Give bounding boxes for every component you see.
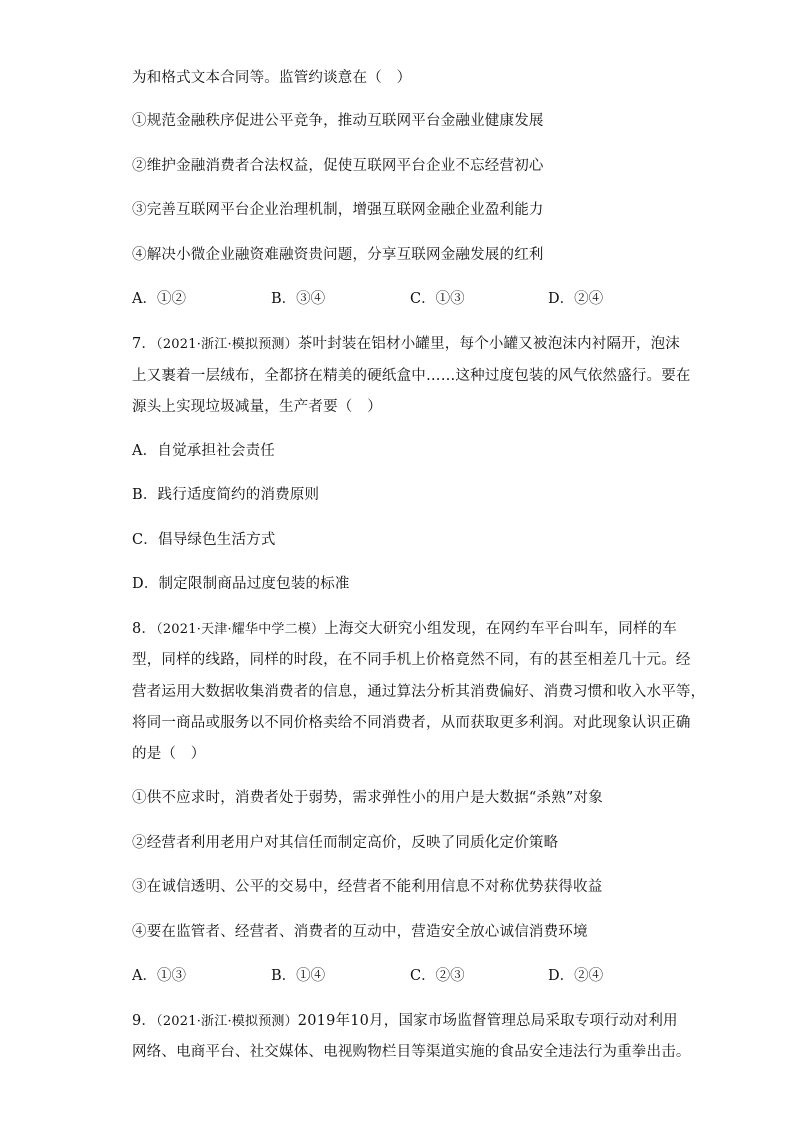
q7-option-a[interactable]: A．自觉承担社会责任 — [132, 443, 275, 459]
q8-choice-b[interactable]: B．①④ — [271, 968, 326, 984]
q8-statement-3: ③在诚信透明、公平的交易中，经营者不能利用信息不对称优势获得收益 — [132, 879, 603, 895]
q8-statement-2: ②经营者利用老用户对其信任而制定高价，反映了同质化定价策略 — [132, 835, 559, 851]
q7-stem-text-1: 茶叶封装在铝材小罐里，每个小罐又被泡沫内衬隔开，泡沫 — [297, 336, 680, 352]
q7-number: 7． — [132, 336, 157, 352]
q8-choice-d[interactable]: D．②④ — [548, 968, 604, 984]
q9-number: 9． — [132, 1013, 157, 1029]
q6-statement-2: ②维护金融消费者合法权益，促使互联网平台企业不忘经营初心 — [132, 158, 544, 174]
q9-stem-line-2: 网络、电商平台、社交媒体、电视购物栏目等渠道实施的食品安全违法行为重拳出击。 — [132, 1044, 691, 1060]
q8-stem-line-2: 型，同样的线路，同样的时段，在不同手机上价格竟然不同，有的甚至相差几十元。经 — [132, 652, 691, 668]
q9-stem-line-1 — [132, 1011, 678, 1032]
q8-stem-line-5: 的是（ ） — [132, 746, 206, 762]
q6-choice-d[interactable]: D．②④ — [548, 291, 604, 307]
q6-choice-c[interactable]: C．①③ — [410, 291, 465, 307]
q6-choice-b[interactable]: B．③④ — [271, 291, 326, 307]
q6-statement-3: ③完善互联网平台企业治理机制，增强互联网金融企业盈利能力 — [132, 202, 544, 218]
q8-stem-line-4: 将同一商品或服务以不同价格卖给不同消费者，从而获取更多利润。对此现象认识正确 — [132, 715, 691, 731]
q6-choices — [132, 289, 652, 309]
q9-source: （2021·浙江·模拟预测） — [156, 1014, 298, 1029]
q8-stem-line-1 — [132, 619, 677, 640]
q8-choices — [132, 966, 652, 986]
q7-option-d[interactable]: D．制定限制商品过度包装的标准 — [132, 576, 350, 592]
q7-option-b[interactable]: B．践行适度简约的消费原则 — [132, 487, 320, 503]
q6-statement-4: ④解决小微企业融资难融资贵问题，分享互联网金融发展的红利 — [132, 247, 544, 263]
q8-statement-1: ①供不应求时，消费者处于弱势，需求弹性小的用户是大数据“杀熟”对象 — [132, 790, 603, 806]
q8-source: （2021·天津·耀华中学二模） — [156, 622, 325, 637]
q8-choice-c[interactable]: C．②③ — [410, 968, 465, 984]
q8-stem-line-3: 营者运用大数据收集消费者的信息，通过算法分析其消费偏好、消费习惯和收入水平等， — [132, 684, 706, 700]
q6-stem-tail: 为和格式文本合同等。监管约谈意在（ ） — [132, 70, 412, 86]
q8-statement-4: ④要在监管者、经营者、消费者的互动中，营造安全放心诚信消费环境 — [132, 924, 588, 940]
q8-number: 8． — [132, 621, 157, 637]
q7-stem-line-3: 源头上实现垃圾减量，生产者要（ ） — [132, 399, 382, 415]
q9-stem-text-1: 2019年10月，国家市场监督管理总局采取专项行动对利用 — [297, 1013, 678, 1029]
q8-choice-a[interactable]: A．①③ — [132, 968, 186, 984]
q7-stem-line-2: 上又裹着一层绒布，全都挤在精美的硬纸盒中……这种过度包装的风气依然盛行。要在 — [132, 368, 691, 384]
q7-source: （2021·浙江·模拟预测） — [156, 337, 298, 352]
q7-option-c[interactable]: C．倡导绿色生活方式 — [132, 532, 276, 548]
q7-stem-line-1 — [132, 334, 680, 355]
q8-stem-text-1: 上海交大研究小组发现，在网约车平台叫车，同样的车 — [324, 621, 678, 637]
q6-statement-1: ①规范金融秩序促进公平竞争，推动互联网平台金融业健康发展 — [132, 113, 544, 129]
q6-choice-a[interactable]: A．①② — [132, 291, 186, 307]
